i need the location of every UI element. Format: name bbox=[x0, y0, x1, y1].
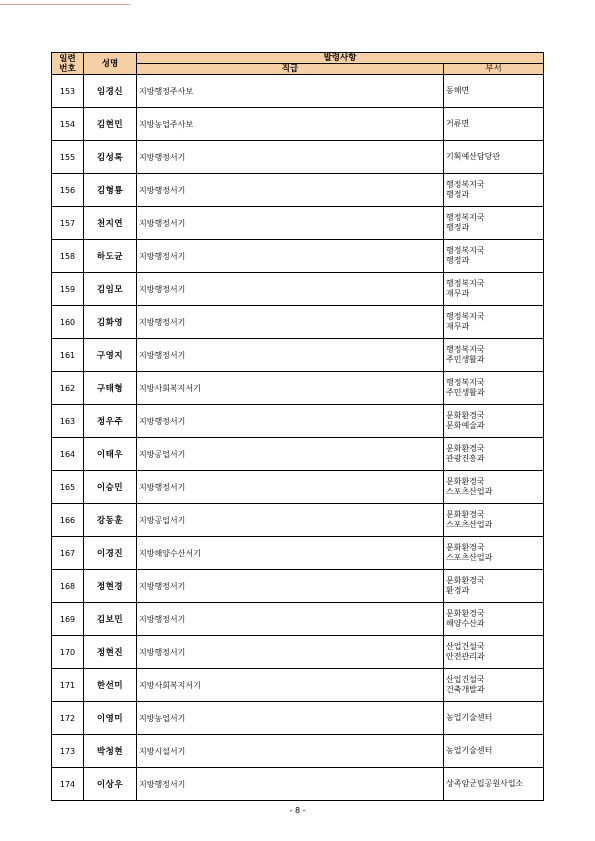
department-line-2: 문화예술과 bbox=[446, 421, 485, 430]
personnel-table bbox=[51, 52, 544, 801]
page-number: - 8 - bbox=[289, 806, 306, 815]
department-line-1: 행정복지국 bbox=[446, 213, 485, 222]
name-cell: 김화영 bbox=[84, 306, 137, 339]
name-cell: 천지연 bbox=[84, 207, 137, 240]
table-row bbox=[52, 306, 544, 339]
department-line-2: 행정과 bbox=[446, 256, 470, 265]
department-cell bbox=[444, 768, 544, 801]
department-line-2: 재무과 bbox=[446, 322, 470, 331]
serial-number-cell: 173 bbox=[52, 735, 84, 768]
rank-cell: 지방해양수산서기 bbox=[137, 537, 444, 570]
department-cell bbox=[444, 306, 544, 339]
department-line-2: 주민생활과 bbox=[446, 388, 485, 397]
department-line-1: 행정복지국 bbox=[446, 279, 485, 288]
department-line-2: 스포츠산업과 bbox=[446, 520, 493, 529]
department-line-2: 건축개발과 bbox=[446, 685, 485, 694]
department-line-1: 행정복지국 bbox=[446, 180, 485, 189]
department-line-1: 산업건설국 bbox=[446, 675, 485, 684]
rank-cell: 지방행정서기 bbox=[137, 636, 444, 669]
department-line-2: 주민생활과 bbox=[446, 355, 485, 364]
rank-cell: 지방행정서기 bbox=[137, 768, 444, 801]
department-cell bbox=[444, 108, 544, 141]
serial-number-cell: 162 bbox=[52, 372, 84, 405]
serial-number-cell: 169 bbox=[52, 603, 84, 636]
department-line-2: 환경과 bbox=[446, 586, 470, 595]
table-row bbox=[52, 570, 544, 603]
table-row bbox=[52, 735, 544, 768]
rank-cell: 지방사회복지서기 bbox=[137, 372, 444, 405]
department-line-1: 동해면 bbox=[446, 86, 470, 95]
department-line-1: 농업기술센터 bbox=[446, 746, 493, 755]
serial-number-cell: 156 bbox=[52, 174, 84, 207]
table-row bbox=[52, 471, 544, 504]
name-cell: 박청현 bbox=[84, 735, 137, 768]
name-cell: 김보민 bbox=[84, 603, 137, 636]
department-line-1: 행정복지국 bbox=[446, 378, 485, 387]
table-row bbox=[52, 174, 544, 207]
name-cell: 정현진 bbox=[84, 636, 137, 669]
table-row bbox=[52, 207, 544, 240]
serial-number-cell: 159 bbox=[52, 273, 84, 306]
name-cell: 정우주 bbox=[84, 405, 137, 438]
name-cell: 이태우 bbox=[84, 438, 137, 471]
rank-cell: 지방행정서기 bbox=[137, 273, 444, 306]
table-row bbox=[52, 75, 544, 108]
serial-number-cell: 172 bbox=[52, 702, 84, 735]
department-cell bbox=[444, 570, 544, 603]
department-cell bbox=[444, 636, 544, 669]
table-row bbox=[52, 537, 544, 570]
department-cell bbox=[444, 405, 544, 438]
serial-number-cell: 165 bbox=[52, 471, 84, 504]
rank-cell: 지방행정서기 bbox=[137, 603, 444, 636]
name-cell: 정현경 bbox=[84, 570, 137, 603]
rank-cell: 지방행정서기 bbox=[137, 141, 444, 174]
department-line-2: 행정과 bbox=[446, 190, 470, 199]
name-cell: 이승민 bbox=[84, 471, 137, 504]
rank-cell: 지방공업서기 bbox=[137, 504, 444, 537]
table-row bbox=[52, 636, 544, 669]
name-cell: 구영지 bbox=[84, 339, 137, 372]
serial-number-cell: 164 bbox=[52, 438, 84, 471]
department-line-1: 농업기술센터 bbox=[446, 713, 493, 722]
serial-number-header: 일련 번호 bbox=[52, 53, 84, 75]
table-row bbox=[52, 339, 544, 372]
table-row bbox=[52, 141, 544, 174]
table-row bbox=[52, 273, 544, 306]
table-row bbox=[52, 504, 544, 537]
serial-number-cell: 174 bbox=[52, 768, 84, 801]
department-cell bbox=[444, 471, 544, 504]
serial-number-cell: 170 bbox=[52, 636, 84, 669]
department-line-2: 관광진흥과 bbox=[446, 454, 485, 463]
department-cell bbox=[444, 438, 544, 471]
department-header: 부서 bbox=[444, 64, 544, 75]
issue-details-header: 발령사항 bbox=[137, 53, 544, 64]
department-cell bbox=[444, 702, 544, 735]
department-line-1: 문화환경국 bbox=[446, 411, 485, 420]
name-cell: 김성록 bbox=[84, 141, 137, 174]
department-cell bbox=[444, 174, 544, 207]
rank-cell: 지방행정서기 bbox=[137, 174, 444, 207]
rank-cell: 지방농업서기 bbox=[137, 702, 444, 735]
serial-number-cell: 167 bbox=[52, 537, 84, 570]
rank-cell: 지방행정서기 bbox=[137, 339, 444, 372]
serial-number-cell: 160 bbox=[52, 306, 84, 339]
table-row bbox=[52, 438, 544, 471]
department-cell bbox=[444, 75, 544, 108]
serial-number-cell: 166 bbox=[52, 504, 84, 537]
department-cell bbox=[444, 372, 544, 405]
rank-cell: 지방공업서기 bbox=[137, 438, 444, 471]
department-line-1: 문화환경국 bbox=[446, 477, 485, 486]
rank-header: 직급 bbox=[137, 64, 444, 75]
serial-number-cell: 158 bbox=[52, 240, 84, 273]
serial-number-cell: 163 bbox=[52, 405, 84, 438]
rank-cell: 지방시설서기 bbox=[137, 735, 444, 768]
department-line-2: 재무과 bbox=[446, 289, 470, 298]
name-cell: 이영미 bbox=[84, 702, 137, 735]
top-rule bbox=[0, 4, 130, 5]
table-row bbox=[52, 240, 544, 273]
serial-number-cell: 171 bbox=[52, 669, 84, 702]
rank-cell: 지방행정서기 bbox=[137, 405, 444, 438]
department-cell bbox=[444, 273, 544, 306]
table-body bbox=[52, 75, 544, 801]
rank-cell: 지방행정서기 bbox=[137, 207, 444, 240]
department-cell bbox=[444, 207, 544, 240]
serial-number-cell: 161 bbox=[52, 339, 84, 372]
department-cell bbox=[444, 141, 544, 174]
name-cell: 김현민 bbox=[84, 108, 137, 141]
name-cell: 하도균 bbox=[84, 240, 137, 273]
serial-number-cell: 157 bbox=[52, 207, 84, 240]
name-cell: 김임모 bbox=[84, 273, 137, 306]
name-cell: 임경신 bbox=[84, 75, 137, 108]
department-cell bbox=[444, 669, 544, 702]
name-header: 성명 bbox=[84, 53, 137, 75]
name-cell: 이상우 bbox=[84, 768, 137, 801]
department-cell bbox=[444, 603, 544, 636]
department-line-1: 문화환경국 bbox=[446, 444, 485, 453]
rank-cell: 지방행정주사보 bbox=[137, 75, 444, 108]
table-row bbox=[52, 405, 544, 438]
table-row bbox=[52, 372, 544, 405]
department-line-1: 문화환경국 bbox=[446, 543, 485, 552]
department-line-1: 산업건설국 bbox=[446, 642, 485, 651]
serial-number-cell: 155 bbox=[52, 141, 84, 174]
department-line-1: 문화환경국 bbox=[446, 510, 485, 519]
department-cell bbox=[444, 504, 544, 537]
department-line-1: 문화환경국 bbox=[446, 576, 485, 585]
name-cell: 한선미 bbox=[84, 669, 137, 702]
rank-cell: 지방사회복지서기 bbox=[137, 669, 444, 702]
department-line-1: 행정복지국 bbox=[446, 246, 485, 255]
department-cell bbox=[444, 735, 544, 768]
department-line-1: 행정복지국 bbox=[446, 345, 485, 354]
department-line-2: 안전관리과 bbox=[446, 652, 485, 661]
serial-number-cell: 154 bbox=[52, 108, 84, 141]
department-cell bbox=[444, 537, 544, 570]
department-line-2: 스포츠산업과 bbox=[446, 487, 493, 496]
name-cell: 이경진 bbox=[84, 537, 137, 570]
table-row bbox=[52, 603, 544, 636]
table-row bbox=[52, 108, 544, 141]
department-line-1: 거류면 bbox=[446, 119, 470, 128]
table-row bbox=[52, 768, 544, 801]
name-cell: 강동훈 bbox=[84, 504, 137, 537]
department-line-1: 문화환경국 bbox=[446, 609, 485, 618]
department-line-1: 기획예산담당관 bbox=[446, 152, 501, 161]
serial-number-cell: 153 bbox=[52, 75, 84, 108]
rank-cell: 지방농업주사보 bbox=[137, 108, 444, 141]
department-line-1: 행정복지국 bbox=[446, 312, 485, 321]
department-line-2: 해양수산과 bbox=[446, 619, 485, 628]
table-row bbox=[52, 702, 544, 735]
department-line-2: 스포츠산업과 bbox=[446, 553, 493, 562]
name-cell: 구태형 bbox=[84, 372, 137, 405]
rank-cell: 지방행정서기 bbox=[137, 471, 444, 504]
department-cell bbox=[444, 339, 544, 372]
rank-cell: 지방행정서기 bbox=[137, 240, 444, 273]
department-line-1: 상족암군립공원사업소 bbox=[446, 779, 524, 788]
rank-cell: 지방행정서기 bbox=[137, 570, 444, 603]
name-cell: 김형룡 bbox=[84, 174, 137, 207]
department-cell bbox=[444, 240, 544, 273]
rank-cell: 지방행정서기 bbox=[137, 306, 444, 339]
table-row bbox=[52, 669, 544, 702]
serial-number-cell: 168 bbox=[52, 570, 84, 603]
department-line-2: 행정과 bbox=[446, 223, 470, 232]
